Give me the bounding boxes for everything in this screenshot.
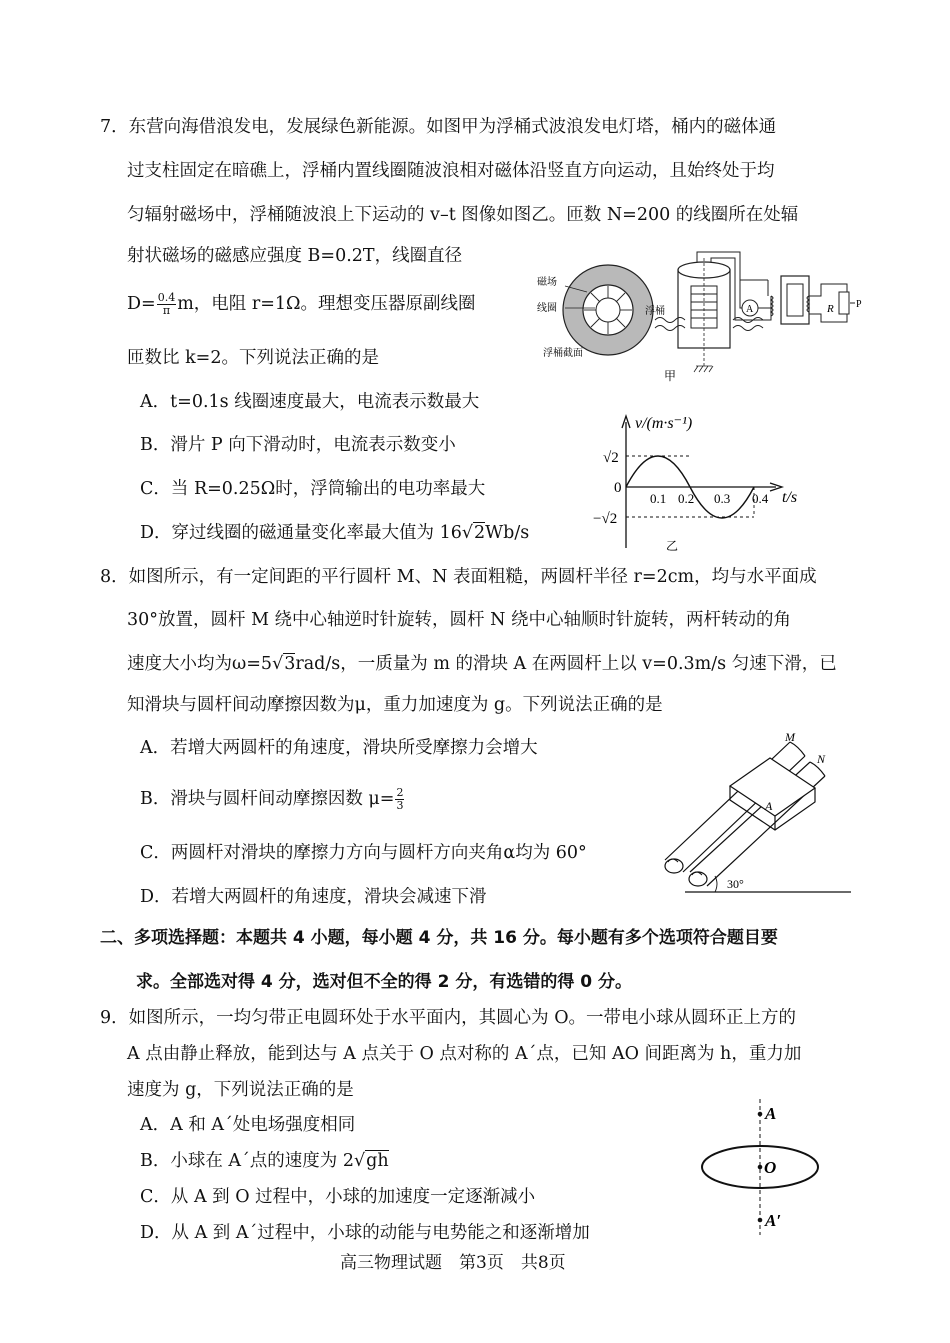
label-section: 浮桶截面 [543, 348, 583, 359]
x-axis-label: t/s [782, 489, 798, 506]
resistor-label: R [827, 303, 834, 315]
q9-line-3: 速度为 g，下列说法正确的是 [127, 1080, 354, 1100]
q7-line-1: 7．东营向海借浪发电，发展绿色新能源。如图甲为浮桶式波浪发电灯塔，桶内的磁体通 [100, 117, 777, 137]
label-rod-m: M [785, 730, 795, 744]
q8-option-a: A．若增大两圆杆的角速度，滑块所受摩擦力会增大 [140, 738, 538, 758]
q8-line-1: 8．如图所示，有一定间距的平行圆杆 M、N 表面粗糙，两圆杆半径 r=2cm，均与水平面成 [100, 567, 817, 587]
ammeter-label: A [746, 304, 754, 315]
section-2-heading: 二、多项选择题：本题共 4 小题，每小题 4 分，共 16 分。每小题有多个选项符合题目要 [100, 928, 778, 948]
x-tick-0-2: 0.2 [678, 491, 695, 506]
q7-line-4: 射状磁场的磁感应强度 B=0.2T，线圈直径 [127, 246, 463, 266]
q8-option-b: B．滑块与圆杆间动摩擦因数 μ= $\frac{2}{3}$ [140, 786, 404, 812]
fraction-d: $\frac{0.4}{\pi}$ [157, 291, 176, 317]
q9-option-b: B．小球在 A´点的速度为 2√gh [140, 1151, 389, 1171]
q7-option-c: C．当 R=0.25Ω时，浮筒输出的电功率最大 [140, 479, 486, 499]
q7-option-b: B．滑片 P 向下滑动时，电流表示数变小 [140, 435, 456, 455]
q8-option-c: C．两圆杆对滑块的摩擦力方向与圆杆方向夹角α均为 60° [140, 843, 587, 863]
label-block-a: A [765, 799, 773, 813]
x-tick-0-1: 0.1 [650, 491, 667, 506]
y-axis-label: v/(m·s⁻¹) [635, 415, 693, 432]
label-point-a-prime: A′ [765, 1211, 782, 1230]
label-float: 浮桶 [645, 306, 665, 317]
figure-jia [525, 248, 870, 384]
q7-line-2: 过支柱固定在暗礁上，浮桶内置线圈随波浪相对磁体沿竖直方向运动，且始终处于均 [127, 161, 775, 181]
label-point-a: A [765, 1104, 777, 1123]
x-tick-0-3: 0.3 [714, 491, 731, 506]
figure-yi-vt-graph [586, 408, 816, 553]
q9-line-2: A 点由静止释放，能到达与 A 点关于 O 点对称的 A´点，已知 AO 间距离为 h，重力加 [127, 1044, 802, 1064]
q9-option-c: C．从 A 到 O 过程中，小球的加速度一定逐渐减小 [140, 1187, 536, 1207]
fraction-mu: $\frac{2}{3}$ [396, 786, 404, 812]
section-2-instructions: 求。全部选对得 4 分，选对但不全的得 2 分，有选错的得 0 分。 [136, 972, 632, 992]
q8-line-4: 知滑块与圆杆间动摩擦因数为μ，重力加速度为 g。下列说法正确的是 [127, 695, 663, 715]
figure-rods [655, 728, 855, 900]
y-tick-positive: √2 [603, 450, 619, 466]
q8-option-d: D．若增大两圆杆的角速度，滑块会减速下滑 [140, 887, 487, 907]
x-tick-0-4: 0.4 [752, 491, 769, 506]
figure-yi-caption: 乙 [666, 539, 679, 553]
label-angle: 30° [727, 877, 744, 891]
q7-line-5: D= $\frac{0.4}{\pi}$ m，电阻 r=1Ω。理想变压器原副线圈 [127, 291, 476, 317]
figure-jia-caption: 甲 [664, 369, 677, 383]
origin-label: 0 [614, 480, 622, 496]
q7-line-6: 匝数比 k=2。下列说法正确的是 [127, 348, 379, 368]
label-coil: 线圈 [537, 303, 557, 314]
q7-line-3: 匀辐射磁场中，浮桶随波浪上下运动的 v–t 图像如图乙。匝数 N=200 的线圈所在处辐 [127, 205, 799, 225]
q9-line-1: 9．如图所示，一均匀带正电圆环处于水平面内，其圆心为 O。一带电小球从圆环正上方的 [100, 1008, 797, 1028]
page-footer: 高三物理试题 第3页 共8页 [340, 1253, 566, 1273]
figure-ring [695, 1095, 825, 1237]
slider-label: P [856, 299, 862, 310]
label-point-o: O [764, 1158, 777, 1177]
q9-option-a: A．A 和 A´处电场强度相同 [140, 1115, 356, 1135]
label-magnet: 磁场 [537, 277, 557, 288]
y-tick-negative: −√2 [593, 511, 618, 527]
q7-option-a: A．t=0.1s 线圈速度最大，电流表示数最大 [140, 392, 480, 412]
q8-line-3: 速度大小均为ω=5√3rad/s，一质量为 m 的滑块 A 在两圆杆上以 v=0.3m/s 匀速下滑，已 [127, 654, 837, 674]
q8-line-2: 30°放置，圆杆 M 绕中心轴逆时针旋转，圆杆 N 绕中心轴顺时针旋转，两杆转动的角 [127, 610, 791, 630]
label-rod-n: N [817, 752, 826, 766]
q9-option-d: D．从 A 到 A´过程中，小球的动能与电势能之和逐渐增加 [140, 1223, 590, 1243]
q7-option-d: D．穿过线圈的磁通量变化率最大值为 16√2Wb/s [140, 523, 530, 543]
